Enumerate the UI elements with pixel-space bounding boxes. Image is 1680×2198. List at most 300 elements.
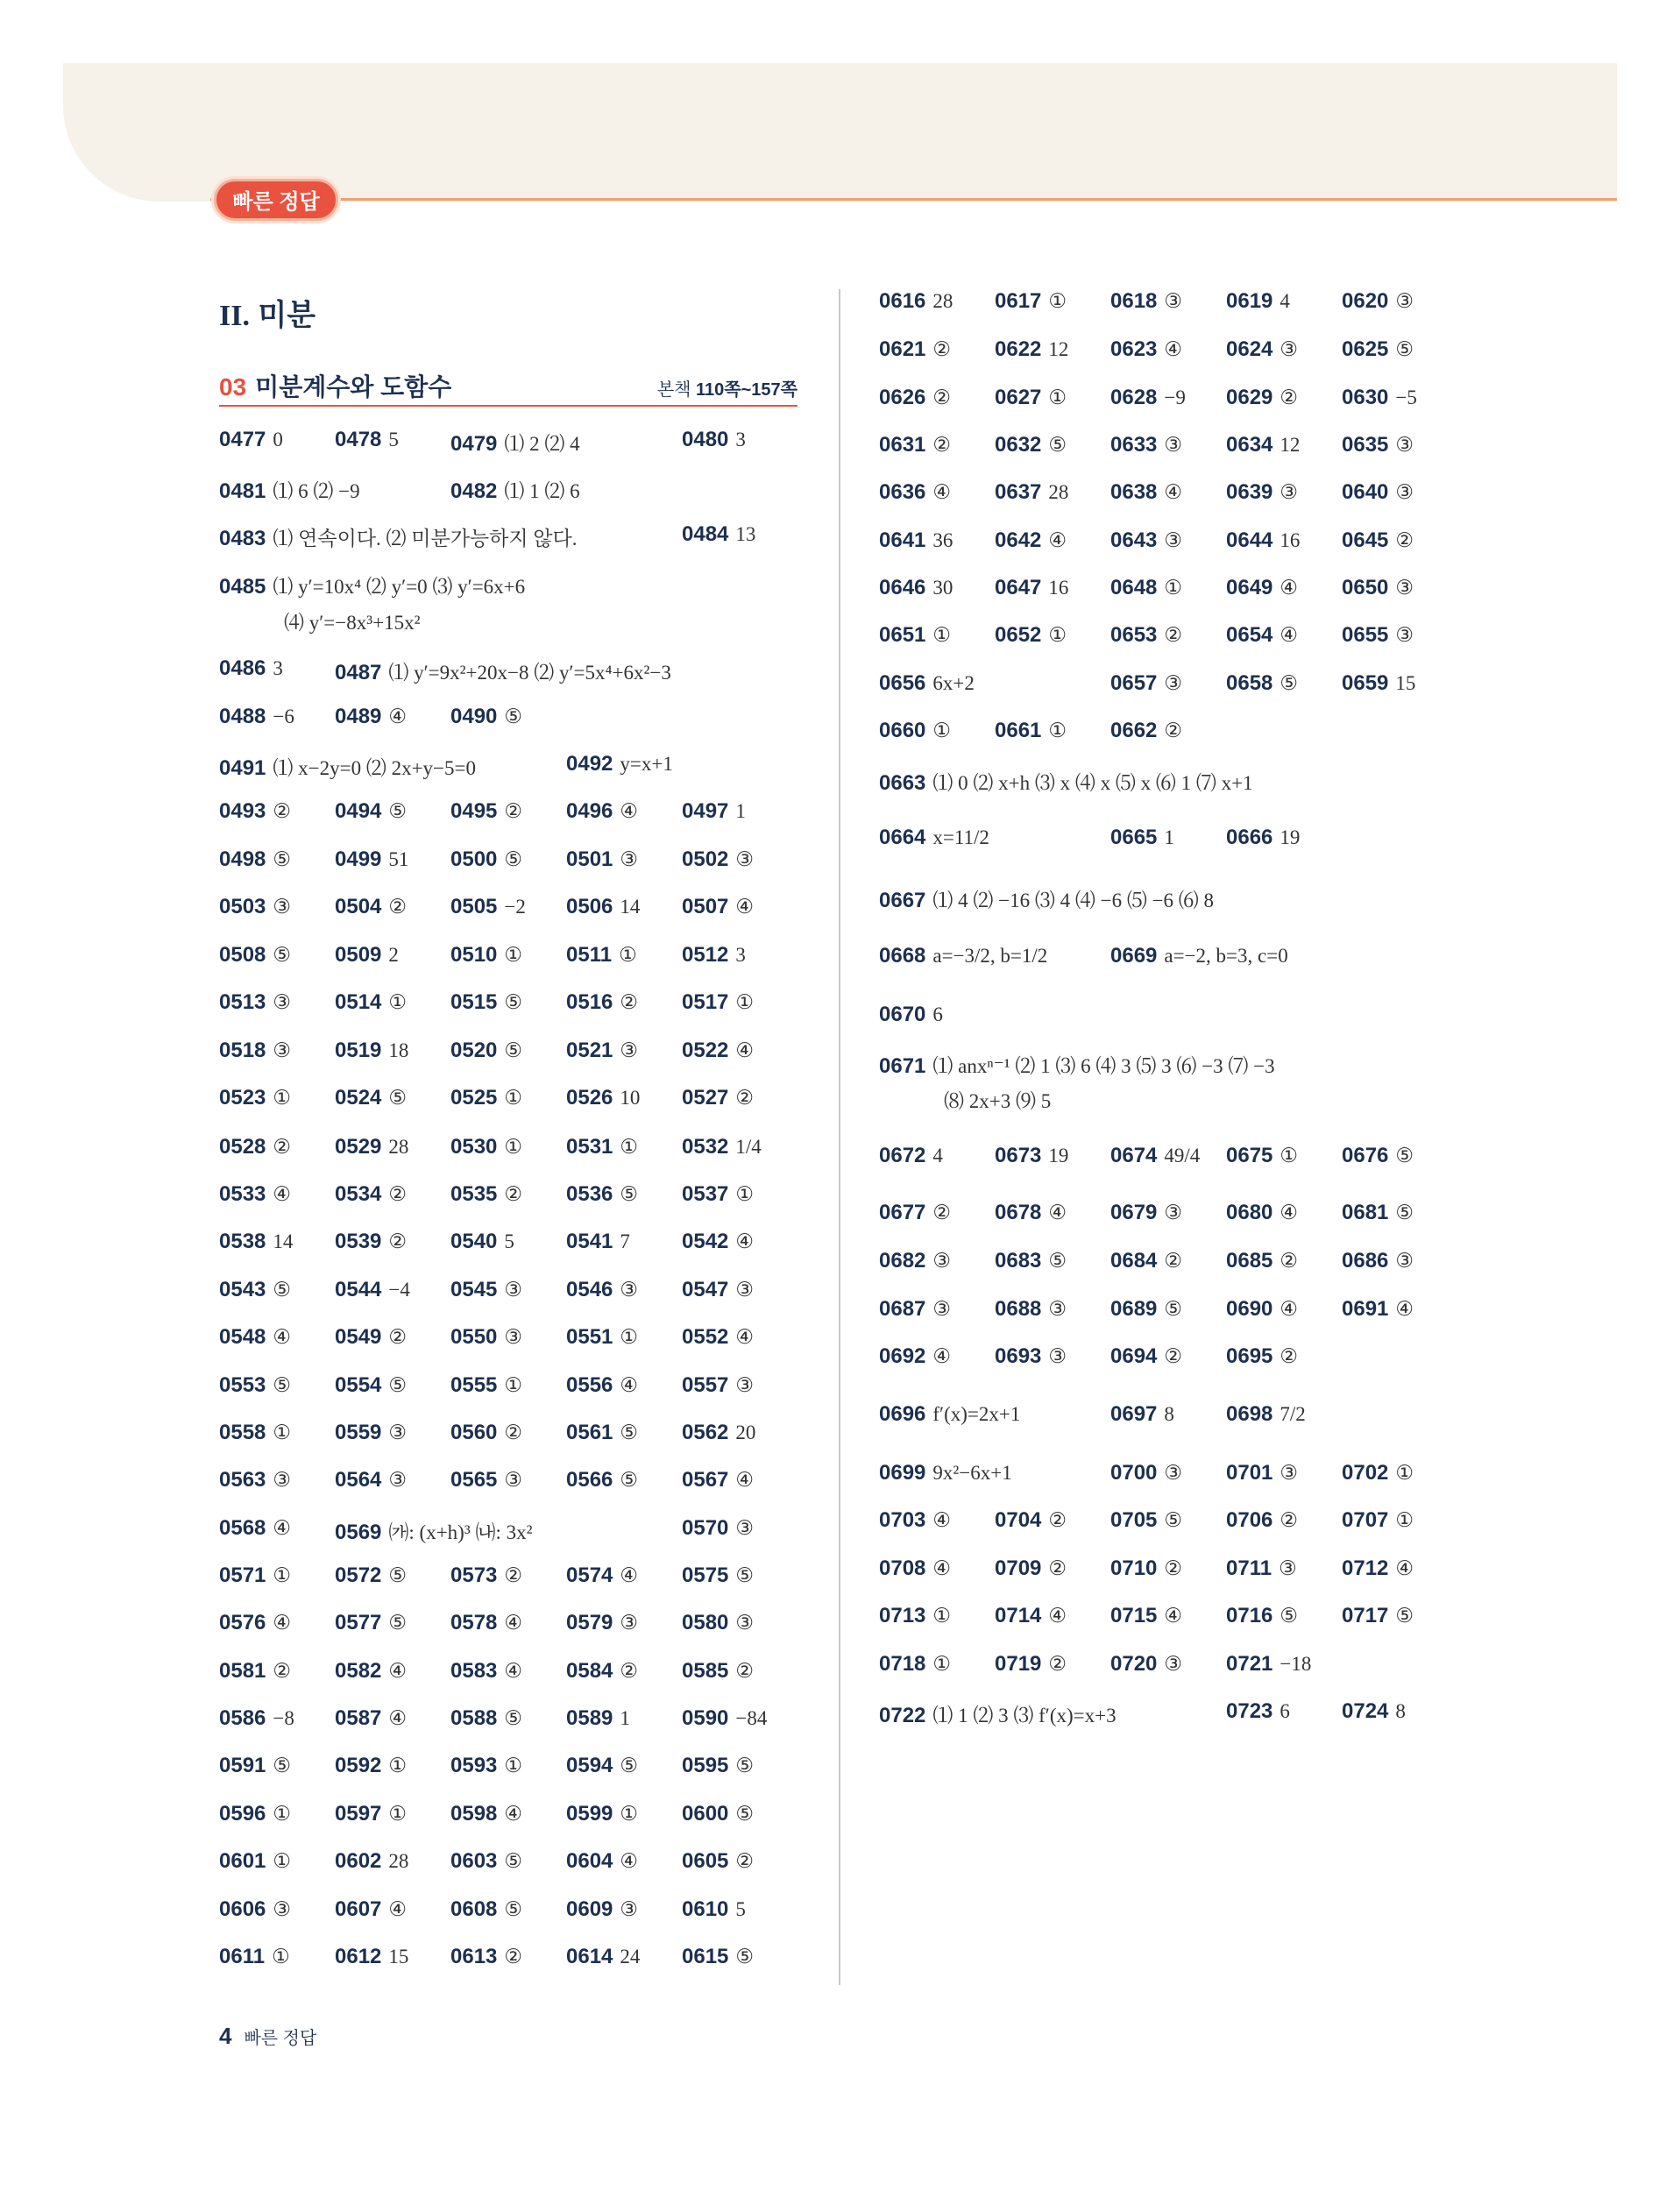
column-divider — [839, 289, 840, 1985]
answer-value: ④ — [932, 1509, 952, 1531]
answer-value: 3 — [273, 657, 283, 679]
question-number: 0675 — [1226, 1144, 1273, 1167]
answer-value: 19 — [1048, 1145, 1069, 1166]
answer-value: ③ — [1164, 1653, 1183, 1675]
answer-value: 0 — [273, 429, 283, 450]
answer-value: ③ — [735, 1517, 755, 1539]
answer-value: ⑤ — [620, 1422, 639, 1443]
answer-item — [566, 752, 673, 776]
question-number: 0501 — [566, 847, 613, 871]
question-number: 0724 — [1342, 1699, 1389, 1723]
answer-item — [995, 1144, 1068, 1168]
answer-item — [682, 1945, 754, 1969]
answer-item — [1226, 528, 1300, 553]
answer-item — [335, 1468, 407, 1493]
answer-value: ② — [1395, 529, 1414, 551]
answer-value: 19 — [1279, 826, 1301, 848]
answer-item — [1226, 1604, 1298, 1628]
answer-value: ② — [388, 896, 408, 918]
question-number: 0643 — [1110, 528, 1158, 552]
answer-value: ③ — [1395, 624, 1414, 646]
question-number: 0714 — [995, 1604, 1042, 1627]
answer-value: a=−3/2, b=1/2 — [932, 945, 1048, 967]
answer-value: 1 — [620, 1707, 630, 1729]
question-number: 0536 — [566, 1182, 613, 1206]
answer-value: ⑤ — [620, 1469, 639, 1491]
section-pages-range: 110쪽~157쪽 — [696, 380, 797, 400]
answer-item — [335, 428, 399, 452]
answer-item — [1342, 337, 1414, 362]
question-number: 0672 — [879, 1144, 926, 1167]
answer-item — [566, 1278, 638, 1302]
answer-item — [1110, 826, 1174, 850]
question-number: 0678 — [995, 1201, 1042, 1224]
answer-item — [450, 1230, 514, 1254]
question-number: 0605 — [682, 1849, 729, 1873]
answer-value: ③ — [1164, 529, 1183, 551]
answer-value: ④ — [1048, 529, 1067, 551]
question-number: 0663 — [879, 771, 926, 795]
answer-value: 6 — [932, 1003, 943, 1025]
question-number: 0682 — [879, 1249, 926, 1273]
answer-value: ③ — [620, 1898, 639, 1920]
answer-value: ② — [504, 1183, 523, 1205]
answer-item — [995, 623, 1067, 648]
question-number: 0662 — [1110, 719, 1158, 742]
answer-item — [1110, 1201, 1182, 1225]
answer-value: ④ — [932, 1557, 952, 1579]
answer-value: 28 — [932, 290, 953, 312]
question-number: 0627 — [995, 386, 1042, 409]
answer-item — [335, 1659, 407, 1684]
question-number: 0689 — [1110, 1297, 1158, 1321]
question-number: 0616 — [879, 289, 926, 313]
question-number: 0650 — [1342, 576, 1389, 599]
question-number: 0553 — [219, 1373, 266, 1397]
answer-item — [219, 522, 578, 551]
answer-value: ③ — [1048, 1345, 1067, 1367]
answer-item — [335, 705, 407, 729]
answer-item — [1110, 1652, 1182, 1677]
answer-value: ⑤ — [273, 1279, 292, 1301]
question-number: 0486 — [219, 656, 266, 680]
answer-item — [219, 1468, 291, 1493]
question-number: 0567 — [682, 1468, 729, 1492]
question-number: 0711 — [1226, 1556, 1272, 1580]
answer-value: ③ — [1164, 1202, 1183, 1223]
answer-item — [1110, 576, 1182, 600]
answer-value: 16 — [1279, 529, 1301, 551]
question-number: 0647 — [995, 576, 1042, 599]
question-number: 0597 — [335, 1802, 382, 1826]
question-number: 0508 — [219, 943, 266, 967]
answer-value: ③ — [273, 1898, 292, 1920]
question-number: 0535 — [450, 1182, 498, 1206]
question-number: 0594 — [566, 1754, 613, 1777]
question-number: 0653 — [1110, 623, 1158, 647]
answer-item — [1110, 1249, 1182, 1273]
answer-value: ② — [1164, 1345, 1183, 1367]
question-number: 0684 — [1110, 1249, 1158, 1273]
question-number: 0487 — [335, 661, 382, 684]
question-number: 0701 — [1226, 1461, 1273, 1485]
question-number: 0719 — [995, 1652, 1042, 1676]
question-number: 0541 — [566, 1230, 613, 1253]
question-number: 0518 — [219, 1039, 266, 1062]
question-number: 0519 — [335, 1039, 382, 1062]
answer-item — [879, 1699, 1116, 1728]
answer-item — [335, 1563, 407, 1588]
question-number: 0540 — [450, 1230, 498, 1253]
answer-item — [450, 428, 580, 457]
answer-item — [450, 1754, 522, 1778]
question-number: 0576 — [219, 1611, 266, 1634]
question-number: 0547 — [682, 1278, 729, 1301]
question-number: 0644 — [1226, 528, 1273, 552]
answer-item — [879, 337, 951, 362]
question-number: 0636 — [879, 480, 926, 504]
answer-item — [219, 1421, 291, 1445]
answer-item — [1110, 386, 1186, 410]
answer-value: ⑤ — [1279, 672, 1299, 694]
answer-value: ③ — [1395, 577, 1414, 599]
question-number: 0652 — [995, 623, 1042, 647]
answer-value: ④ — [1279, 577, 1299, 599]
answer-value: ③ — [1164, 672, 1183, 694]
answer-value: ④ — [273, 1612, 292, 1634]
answer-value: 30 — [932, 577, 953, 599]
answer-item — [335, 1278, 410, 1302]
answer-value: ⑤ — [620, 1755, 639, 1776]
answer-value: 12 — [1048, 338, 1069, 360]
answer-value: ⑴ 연속이다. ⑵ 미분가능하지 않다. — [273, 528, 578, 550]
question-number: 0523 — [219, 1086, 266, 1110]
answer-value: ⑤ — [273, 944, 292, 966]
question-number: 0552 — [682, 1325, 729, 1349]
question-number: 0697 — [1110, 1402, 1158, 1426]
answer-value: ⑤ — [735, 1564, 755, 1586]
answer-item — [219, 1659, 291, 1684]
answer-item — [450, 847, 522, 872]
answer-value: ⑴ y′=9x²+20x−8 ⑵ y′=5x⁴+6x²−3 — [388, 662, 671, 684]
answer-item — [1110, 1461, 1182, 1485]
question-number: 0555 — [450, 1373, 498, 1397]
answer-value: ④ — [1395, 1557, 1414, 1579]
answer-value: ① — [620, 1136, 639, 1158]
answer-value: ② — [1279, 1509, 1299, 1531]
answer-item — [1226, 433, 1300, 457]
answer-value: ② — [620, 991, 639, 1013]
question-number: 0641 — [879, 528, 926, 552]
answer-item — [219, 847, 291, 872]
answer-item — [1110, 337, 1182, 362]
answer-item — [879, 386, 951, 410]
answer-item — [879, 1003, 943, 1027]
answer-value: ③ — [504, 1279, 523, 1301]
question-number: 0718 — [879, 1652, 926, 1676]
answer-value: 36 — [932, 529, 953, 551]
answer-item — [219, 943, 291, 968]
answer-item — [1110, 1604, 1182, 1628]
answer-value: ④ — [388, 1898, 408, 1920]
question-number: 0544 — [335, 1278, 382, 1301]
answer-item — [1110, 433, 1182, 457]
question-number: 0614 — [566, 1945, 613, 1968]
answer-item — [682, 1135, 762, 1159]
question-number: 0539 — [335, 1230, 382, 1253]
answer-value: ⑴ 4 ⑵ −16 ⑶ 4 ⑷ −6 ⑸ −6 ⑹ 8 — [932, 890, 1215, 911]
answer-value: ② — [388, 1183, 408, 1205]
answer-item — [566, 1706, 630, 1731]
question-number: 0522 — [682, 1039, 729, 1062]
answer-item — [1342, 289, 1414, 314]
answer-value: ⑤ — [1395, 338, 1414, 360]
question-number: 0563 — [219, 1468, 266, 1492]
answer-item — [219, 1182, 291, 1207]
answer-value: ② — [1279, 1250, 1299, 1272]
answer-item — [1110, 1344, 1182, 1369]
answer-value: ④ — [1048, 1605, 1067, 1627]
answer-value: ② — [1164, 1250, 1183, 1272]
answer-value: ⑤ — [504, 705, 523, 727]
question-number: 0531 — [566, 1135, 613, 1159]
answer-item — [450, 1468, 522, 1493]
answer-item — [995, 1652, 1067, 1677]
answer-value: −84 — [735, 1707, 768, 1729]
question-number: 0478 — [335, 428, 382, 451]
answer-value: ④ — [932, 481, 952, 503]
answer-value: ① — [1164, 577, 1183, 599]
answer-value: ④ — [388, 705, 408, 727]
answer-value: ㈎: (x+h)³ ㈏: 3x² — [388, 1521, 533, 1543]
answer-item — [450, 1421, 522, 1445]
answer-value: ① — [273, 1850, 292, 1872]
question-number: 0566 — [566, 1468, 613, 1492]
answer-item — [995, 719, 1067, 743]
answer-value: ⑤ — [504, 848, 523, 870]
answer-item — [335, 1182, 407, 1207]
answer-item — [450, 895, 526, 919]
answer-value: −4 — [388, 1279, 410, 1301]
answer-item — [566, 1230, 630, 1254]
question-number: 0698 — [1226, 1402, 1273, 1426]
answer-value: 9x²−6x+1 — [932, 1462, 1012, 1484]
answer-item — [450, 1039, 522, 1063]
question-number: 0615 — [682, 1945, 729, 1968]
answer-value: ③ — [1279, 338, 1299, 360]
answer-item — [682, 1182, 754, 1207]
answer-value: ③ — [1395, 434, 1414, 456]
answer-value: ① — [932, 720, 952, 741]
answer-value: 15 — [388, 1946, 409, 1968]
answer-item — [1110, 944, 1288, 968]
question-number: 0511 — [566, 943, 613, 967]
question-number: 0638 — [1110, 480, 1158, 504]
answer-value: ② — [504, 800, 523, 822]
answer-value: ① — [388, 991, 408, 1013]
question-number: 0517 — [682, 990, 729, 1014]
answer-item — [879, 289, 953, 314]
question-number: 0630 — [1342, 386, 1389, 409]
answer-value: y=x+1 — [620, 753, 673, 775]
answer-item — [450, 1611, 522, 1635]
answer-value: ④ — [1164, 338, 1183, 360]
answer-item — [1110, 623, 1182, 648]
answer-value: ③ — [1048, 1298, 1067, 1320]
answer-item — [1110, 480, 1182, 505]
question-number: 0515 — [450, 990, 498, 1014]
answer-value: ⑴ 2 ⑵ 4 — [504, 433, 580, 455]
answer-item — [1342, 480, 1414, 505]
answer-value: 2 — [388, 944, 399, 966]
question-number: 0694 — [1110, 1344, 1158, 1368]
question-number: 0528 — [219, 1135, 266, 1159]
question-number: 0706 — [1226, 1508, 1273, 1532]
answer-item — [879, 1249, 951, 1273]
answer-item — [450, 1849, 522, 1874]
answer-value: f′(x)=2x+1 — [932, 1403, 1021, 1425]
answer-item — [1226, 1201, 1298, 1225]
answer-item — [219, 1897, 291, 1922]
answer-item — [566, 1135, 638, 1159]
answer-value: ② — [932, 386, 952, 408]
answer-item — [1342, 433, 1414, 457]
question-number: 0634 — [1226, 433, 1273, 457]
answer-value: ② — [273, 800, 292, 822]
question-number: 0708 — [879, 1556, 926, 1580]
answer-item — [1226, 480, 1298, 505]
answer-item — [879, 1652, 951, 1677]
answer-item — [879, 1297, 951, 1322]
question-number: 0573 — [450, 1563, 498, 1587]
question-number: 0575 — [682, 1563, 729, 1587]
question-number: 0704 — [995, 1508, 1042, 1532]
answer-item — [995, 480, 1068, 505]
answer-item — [1226, 1144, 1298, 1168]
question-number: 0600 — [682, 1802, 729, 1826]
question-number: 0692 — [879, 1344, 926, 1368]
answer-value: 7/2 — [1279, 1403, 1306, 1425]
answer-value: ③ — [388, 1469, 408, 1491]
question-number: 0670 — [879, 1003, 926, 1026]
answer-value: ⑻ 2x+3 ⑼ 5 — [944, 1090, 1052, 1112]
answer-item — [335, 1230, 407, 1254]
answer-value: ⑤ — [504, 991, 523, 1013]
answer-item — [450, 1135, 522, 1159]
answer-value: ⑤ — [735, 1755, 755, 1776]
question-number: 0548 — [219, 1325, 266, 1349]
answer-value: ① — [735, 991, 755, 1013]
answer-item — [219, 571, 525, 599]
answer-item — [682, 1659, 754, 1684]
answer-value: ④ — [388, 1707, 408, 1729]
answer-item — [995, 1249, 1067, 1273]
answer-value: 24 — [620, 1946, 641, 1968]
answer-value: 5 — [735, 1898, 746, 1920]
answer-value: 13 — [735, 523, 756, 545]
question-number: 0562 — [682, 1421, 729, 1444]
answer-item — [995, 433, 1067, 457]
answer-value: 12 — [1279, 434, 1301, 456]
answer-item — [937, 1085, 1051, 1114]
question-number: 0648 — [1110, 576, 1158, 599]
question-number: 0507 — [682, 895, 729, 918]
answer-item — [335, 1611, 407, 1635]
question-number: 0716 — [1226, 1604, 1273, 1627]
answer-item — [682, 895, 754, 919]
question-number: 0658 — [1226, 671, 1273, 695]
answer-value: ① — [1048, 386, 1067, 408]
answer-item — [1226, 1461, 1298, 1485]
answer-item — [566, 1897, 638, 1922]
question-number: 0618 — [1110, 289, 1158, 313]
question-number: 0592 — [335, 1754, 382, 1777]
answer-item — [450, 1182, 522, 1207]
answer-value: 1 — [735, 800, 746, 822]
answer-value: ③ — [932, 1250, 952, 1272]
answer-value: ③ — [273, 1039, 292, 1061]
answer-item — [219, 1754, 291, 1778]
question-number: 0602 — [335, 1849, 382, 1873]
answer-item — [566, 1563, 638, 1588]
answer-item — [450, 1563, 522, 1588]
answer-item — [335, 1754, 407, 1778]
answer-value: 4 — [1279, 290, 1290, 312]
question-number: 0674 — [1110, 1144, 1158, 1167]
answer-value: ① — [273, 1422, 292, 1443]
answer-value: 14 — [273, 1230, 294, 1252]
question-number: 0607 — [335, 1897, 382, 1921]
question-number: 0625 — [1342, 337, 1389, 361]
answer-value: ⑤ — [1395, 1202, 1414, 1223]
answer-item — [682, 1611, 754, 1635]
answer-item — [566, 990, 638, 1015]
answer-item — [566, 1468, 638, 1493]
answer-value: ⑤ — [504, 1707, 523, 1729]
answer-item — [335, 1373, 407, 1398]
section-header — [219, 368, 797, 403]
question-number: 0631 — [879, 433, 926, 457]
answer-item — [219, 1373, 291, 1398]
answer-value: ① — [1395, 1462, 1414, 1484]
answer-item — [219, 1563, 291, 1588]
answer-item — [682, 1325, 754, 1350]
answer-value: ③ — [273, 1469, 292, 1491]
answer-item — [335, 990, 407, 1015]
answer-value: ③ — [620, 1279, 639, 1301]
answer-value: ③ — [620, 1612, 639, 1634]
header-rule — [210, 198, 1617, 201]
answer-value: ④ — [735, 1469, 755, 1491]
answer-item — [1226, 337, 1298, 362]
answer-item — [1226, 1249, 1298, 1273]
question-number: 0620 — [1342, 289, 1389, 313]
answer-value: ④ — [620, 1850, 639, 1872]
answer-value: ③ — [1164, 290, 1183, 312]
answer-value: ⑴ x−2y=0 ⑵ 2x+y−5=0 — [273, 757, 476, 779]
answer-item — [1226, 1699, 1290, 1724]
answer-value: ⑤ — [273, 1755, 292, 1776]
answer-value: 28 — [1048, 481, 1069, 503]
answer-item — [682, 990, 754, 1015]
answer-item — [995, 1201, 1067, 1225]
footer-label: 빠른 정답 — [244, 2029, 317, 2048]
answer-item — [682, 1278, 754, 1302]
answer-value: ① — [504, 1087, 523, 1109]
answer-item — [1342, 576, 1414, 600]
answer-item — [335, 1897, 407, 1922]
answer-value: ⑤ — [504, 1850, 523, 1872]
